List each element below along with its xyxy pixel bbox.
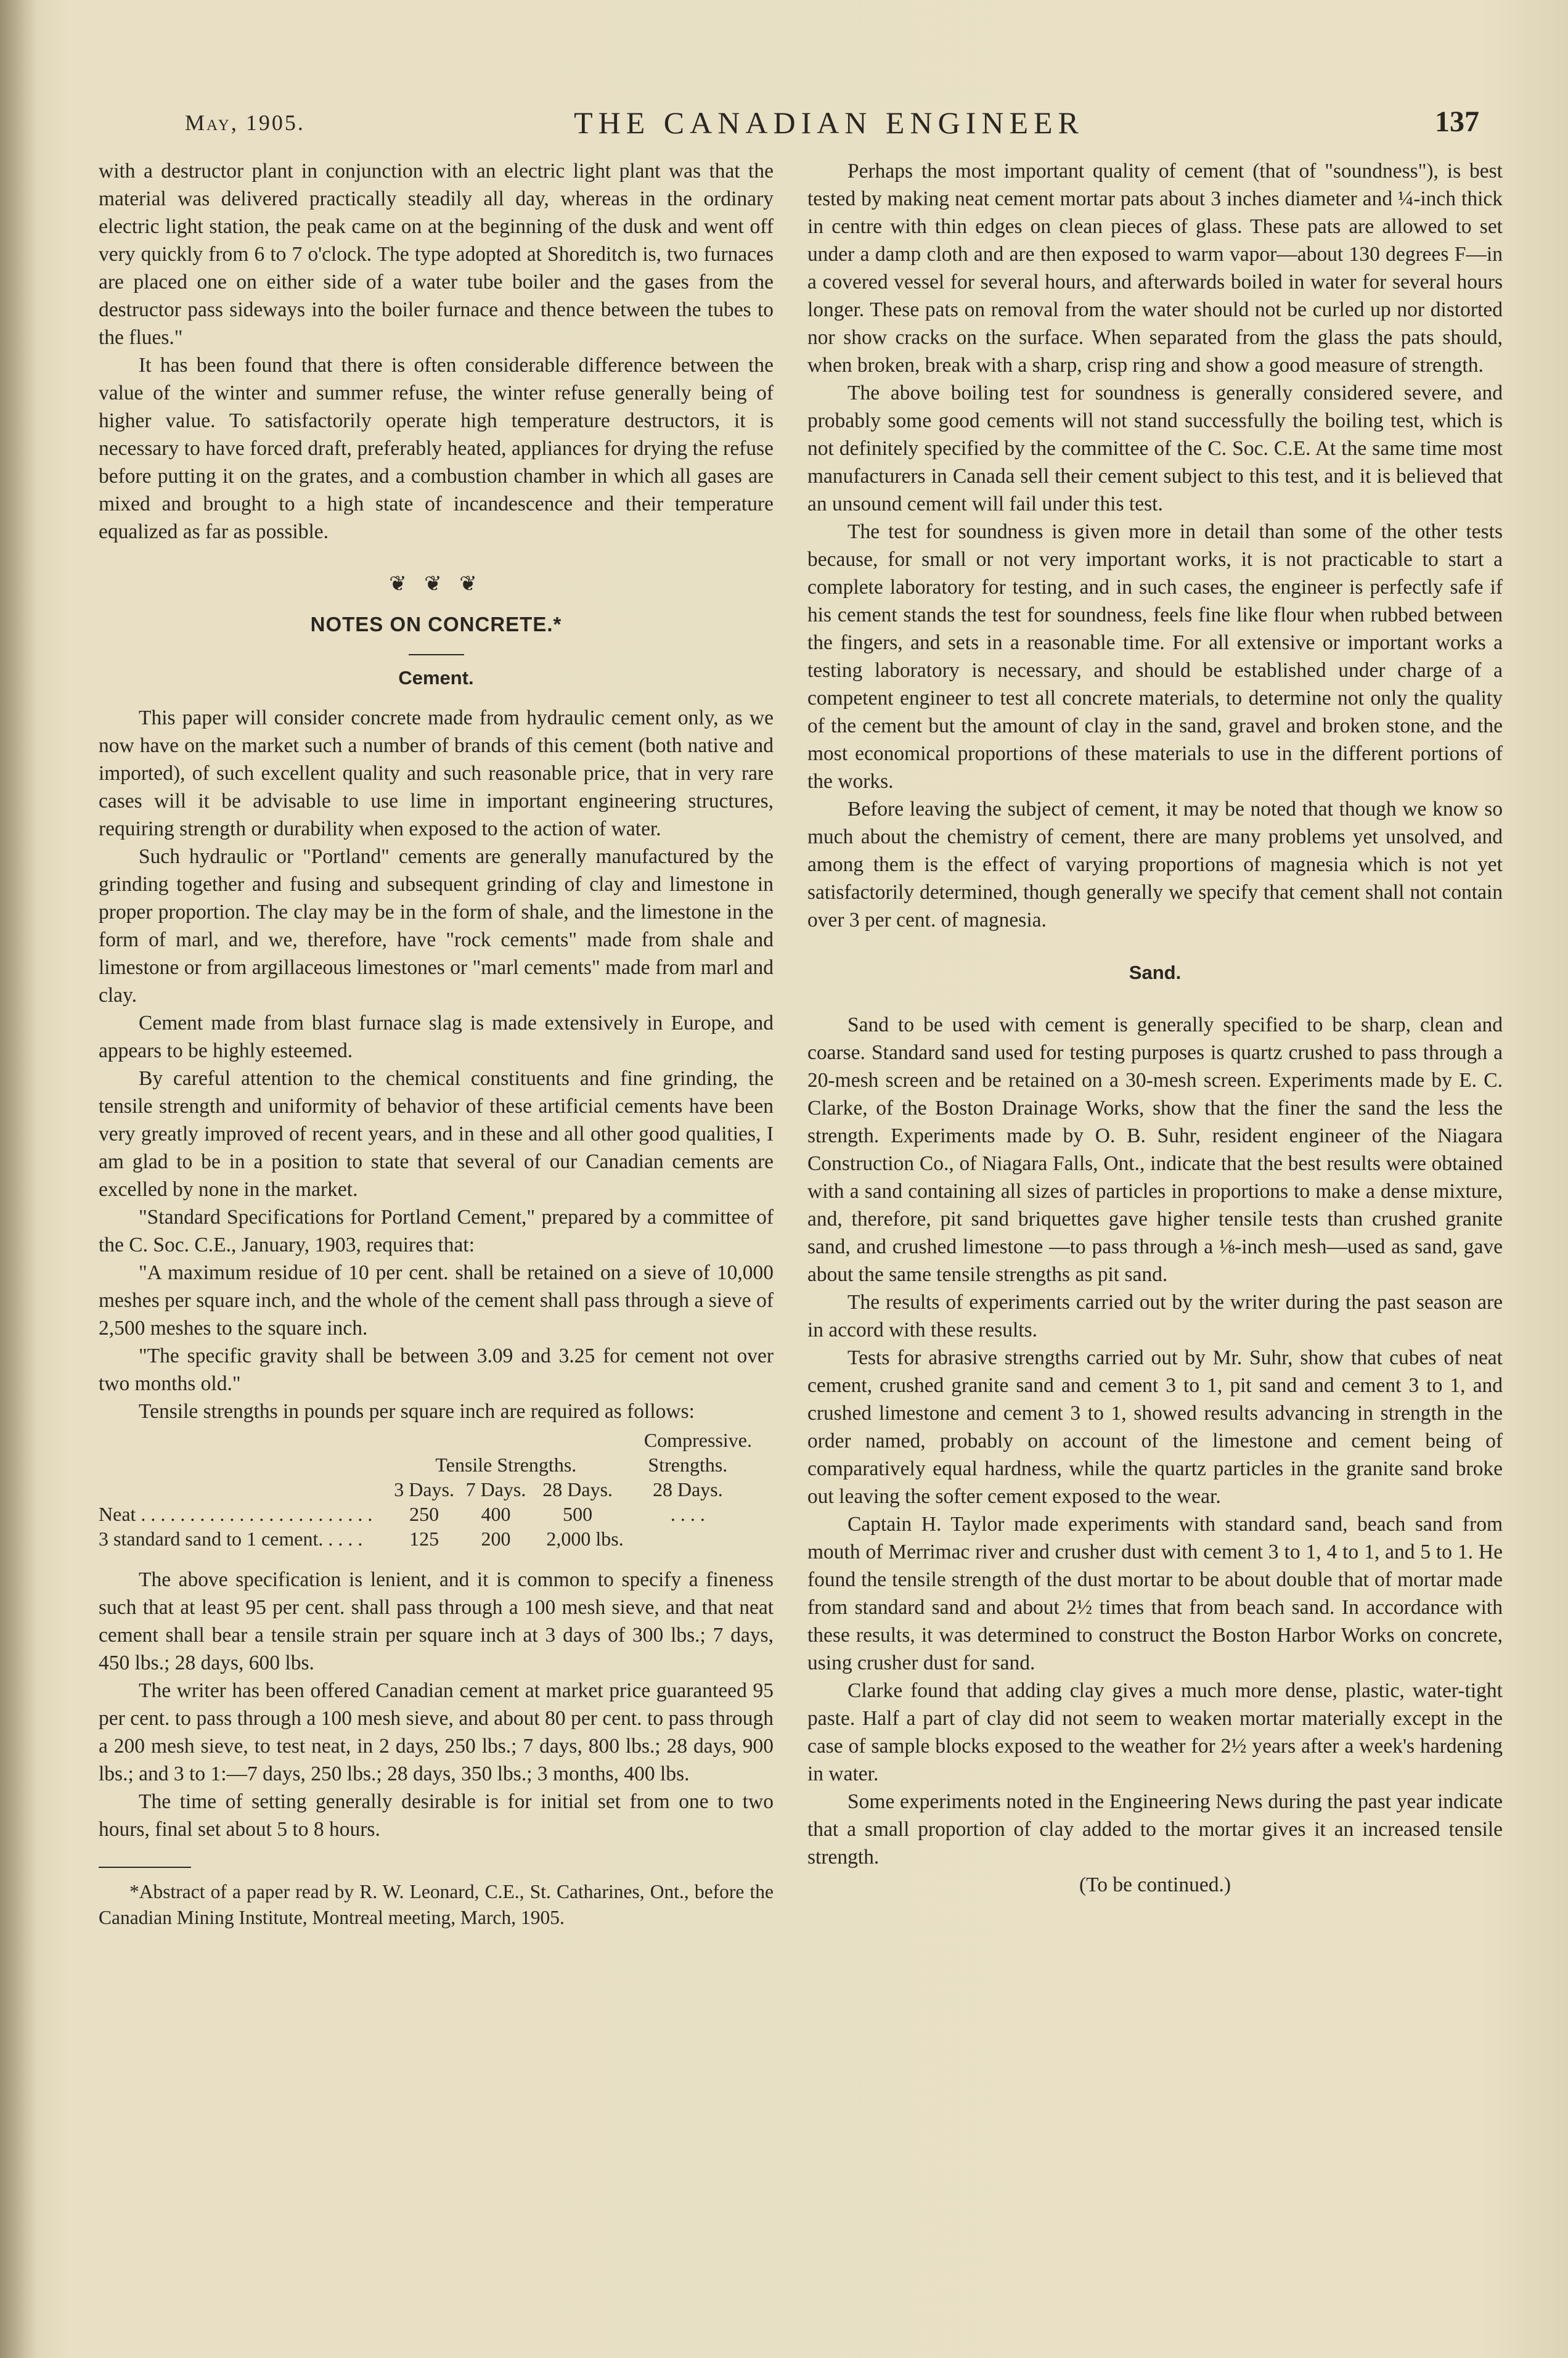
table-row <box>99 1526 752 1551</box>
paragraph: It has been found that there is often considerable difference between the value of the winter and summer refuse, the winter refuse generally being of higher value. To satisfactorily operate high temperature destructors, it is necessary to have forced draft, preferably heated, appliances for drying the refuse before putting it on the grates, and a combustion chamber in which all gases are mixed and brought to a high state of incandescence and their temperature equalized as far as possible. <box>99 354 774 543</box>
section-heading-cement: Cement. <box>398 667 474 689</box>
issue-date: May, 1905. <box>185 110 305 135</box>
table-row <box>99 1502 752 1526</box>
paragraph: Some experiments noted in the Engineering News during the past year indicate that a small proportion of clay added to the mortar gives it an increased tensile strength. <box>807 1790 1503 1869</box>
column-header: Strengths. <box>648 1454 728 1476</box>
table-cell: 400 <box>481 1503 511 1525</box>
left-column <box>99 157 774 1931</box>
paragraph: Cement made from blast furnace slag is made extensively in Europe, and appears to be highly esteemed. <box>99 1012 774 1062</box>
footnote-divider <box>99 1867 191 1868</box>
paragraph: Such hydraulic or "Portland" cements are generally manufactured by the grinding together and fusing and subsequent grinding of clay and limestone in proper proportion. The clay may be in the form of shale, and the limestone in the form of marl, and we, therefore, have "rock cements" made from shale and limestone or from argillaceous limestones or "marl cements" made from marl and clay. <box>99 845 774 1007</box>
paragraph: "Standard Specifications for Portland Cement," prepared by a committee of the C. Soc. C.E., January, 1903, requires that: <box>99 1206 774 1256</box>
table-header-row <box>99 1428 752 1452</box>
binding-shadow <box>0 0 37 2358</box>
quoted-paragraph: "A maximum residue of 10 per cent. shall be retained on a sieve of 10,000 meshes per square inch, and the whole of the cement shall pass through a sieve of 2,500 meshes to the square inch. <box>99 1261 774 1340</box>
article-title: NOTES ON CONCRETE.* <box>310 613 562 636</box>
column-header: 28 Days. <box>542 1478 613 1500</box>
table-cell: 125 <box>409 1528 439 1550</box>
paragraph: This paper will consider concrete made from hydraulic cement only, as we now have on the market such a number of brands of this cement (both native and imported), of such excellent quality and such reasonable price, that in very rare cases will it be advisable to use lime in important engineering structures, requiring strength or durability when exposed to the action of water. <box>99 706 774 840</box>
column-header: Compressive. <box>643 1429 752 1451</box>
paragraph: Captain H. Taylor made experiments with standard sand, beach sand from mouth of Merrimac river and crusher dust with cement 3 to 1, 4 to 1, and 5 to 1. He found the tensile strength of the dust mortar to be about double that of mortar made from standard sand and about 2½ times that from beach sand. In accordance with these results, it was determined to construct the Boston Harbor Works on concrete, using crusher dust for sand. <box>807 1513 1503 1674</box>
paragraph: By careful attention to the chemical constituents and fine grinding, the tensile strength and uniformity of behavior of these artificial cements have been very greatly improved of recent years, and in these and all other good qualities, I am glad to be in a position to state that several of our Canadian cements are excelled by none in the market. <box>99 1067 774 1201</box>
column-header: 7 Days. <box>465 1478 526 1500</box>
running-header <box>179 105 1479 148</box>
footnote-text: *Abstract of a paper read by R. W. Leonard, C.E., St. Catharines, Ont., before the Canadian Mining Institute, Montreal meeting, March, 1905. <box>99 1881 774 1928</box>
paragraph: The test for soundness is given more in detail than some of the other tests because, for small or not very important works, it is not practicable to start a complete laboratory for testing, and in such cases, the engineer is perfectly safe if his cement stands the test for soundness, feels fine like flour when rubbed between the fingers, and sets in a reasonable time. For all extensive or important works a testing laboratory is necessary, and should be established under charge of a competent engineer to test all concrete materials, to determine not only the quality of the cement but the amount of clay in the sand, gravel and broken stone, and the most economical proportions of these materials to use in the different portions of the works. <box>807 520 1503 793</box>
table-cell: 500 <box>563 1503 593 1525</box>
paragraph: Sand to be used with cement is generally specified to be sharp, clean and coarse. Standard sand used for testing purposes is quartz crushed to pass through a 20-mesh screen and be retained on a 30-mesh screen. Experiments made by E. C. Clarke, of the Boston Drainage Works, show that the finer the sand the less the strength. Experiments made by O. B. Suhr, resident engineer of the Niagara Construction Co., of Niagara Falls, Ont., indicate that the best results were obtained with a sand containing all sizes of particles in proportions to make a dense mixture, and, therefore, pit sand briquettes gave higher tensile tests than crushed granite sand, and crushed limestone —to pass through a ⅛-inch mesh—used as sand, gave about the same tensile strengths as pit sand. <box>807 1013 1503 1286</box>
section-ornament: ❦ ❦ ❦ <box>389 573 483 596</box>
title-divider <box>409 654 464 655</box>
column-header: 28 Days. <box>652 1478 723 1500</box>
paragraph: Tests for abrasive strengths carried out by Mr. Suhr, show that cubes of neat cement, crushed granite sand and cement 3 to 1, pit sand and cement 3 to 1, and crushed limestone and cement 3 to 1, showed results advancing in strength in the order named, probably on account of the limestone and cement being of comparatively equal hardness, while the quartz particles in the granite sand broke out leaving the softer cement exposed to the wear. <box>807 1346 1503 1508</box>
journal-title: THE CANADIAN ENGINEER <box>574 105 1084 140</box>
paragraph: Tensile strengths in pounds per square inch are required as follows: <box>139 1400 695 1423</box>
paragraph: The results of experiments carried out by the writer during the past season are in accord with these results. <box>807 1291 1503 1341</box>
tensile-strength-table <box>99 1428 752 1551</box>
table-cell: . . . . <box>670 1503 705 1525</box>
column-header: Tensile Strengths. <box>435 1454 577 1476</box>
page-number: 137 <box>1435 105 1479 138</box>
section-heading-sand: Sand. <box>1129 962 1182 983</box>
row-label: Neat . . . . . . . . . . . . . . . . . . . . . . . . <box>99 1503 373 1525</box>
paragraph: The time of setting generally desirable is for initial set from one to two hours, final set about 5 to 8 hours. <box>99 1790 774 1841</box>
table-cell: 250 <box>409 1503 439 1525</box>
continued-note: (To be continued.) <box>1079 1873 1231 1896</box>
paragraph: The above specification is lenient, and it is common to specify a fineness such that at least 95 per cent. shall pass through a 100 mesh sieve, and that neat cement shall bear a tensile strain per square inch at 3 days of 300 lbs.; 7 days, 450 lbs.; 28 days, 600 lbs. <box>99 1568 774 1674</box>
column-header: 3 Days. <box>394 1478 455 1500</box>
table-cell: 2,000 lbs. <box>546 1528 624 1550</box>
paragraph: The above boiling test for soundness is generally considered severe, and probably some good cements will not stand successfully the boiling test, which is not definitely specified by the committee of the C. Soc. C.E. At the same time most manufacturers in Canada sell their cement subject to this test, and it is believed that an unsound cement will fail under this test. <box>807 382 1503 515</box>
table-header-row <box>99 1452 752 1477</box>
paragraph: Clarke found that adding clay gives a much more dense, plastic, water-tight paste. Half a part of clay did not seem to weaken mortar materially except in the case of sample blocks exposed to the weather for 2½ years after a week's hardening in water. <box>807 1679 1503 1785</box>
table-cell: 200 <box>481 1528 511 1550</box>
right-column <box>807 157 1503 1899</box>
quoted-paragraph: "The specific gravity shall be between 3.09 and 3.25 for cement not over two months old." <box>99 1345 774 1395</box>
table-header-row <box>99 1477 752 1502</box>
footnote <box>99 1879 774 1931</box>
paragraph: The writer has been offered Canadian cement at market price guaranteed 95 per cent. to pass through a 100 mesh sieve, and about 80 per cent. to pass through a 200 mesh sieve, to test neat, in 2 days, 250 lbs.; 7 days, 800 lbs.; 28 days, 900 lbs.; and 3 to 1:—7 days, 250 lbs.; 28 days, 350 lbs.; 3 months, 400 lbs. <box>99 1679 774 1785</box>
paragraph: Before leaving the subject of cement, it may be noted that though we know so much about the chemistry of cement, there are many problems yet unsolved, and among them is the effect of varying proportions of magnesia which is not yet satisfactorily determined, though generally we specify that cement shall not contain over 3 per cent. of magnesia. <box>807 798 1503 931</box>
paragraph: Perhaps the most important quality of cement (that of "soundness"), is best tested by making neat cement mortar pats about 3 inches diameter and ¼-inch thick in centre with thin edges on clean pieces of glass. These pats are allowed to set under a damp cloth and are then exposed to warm vapor—about 130 degrees F—in a covered vessel for several hours, and afterwards boiled in water for several hours longer. These pats on removal from the water should not be curled up nor distorted nor show cracks on the surface. When separated from the glass the pats should, when broken, break with a sharp, crisp ring and show a good measure of strength. <box>807 160 1503 377</box>
paragraph: with a destructor plant in conjunction with an electric light plant was that the material was delivered practically steadily all day, whereas in the ordinary electric light station, the peak came on at the beginning of the dusk and went off very quickly from 6 to 7 o'clock. The type adopted at Shoreditch is, two furnaces are placed one on either side of a water tube boiler and the gases from the destructor pass sideways into the boiler furnace and thence between the tubes to the flues." <box>99 160 774 349</box>
row-label: 3 standard sand to 1 cement. . . . . <box>99 1528 363 1550</box>
